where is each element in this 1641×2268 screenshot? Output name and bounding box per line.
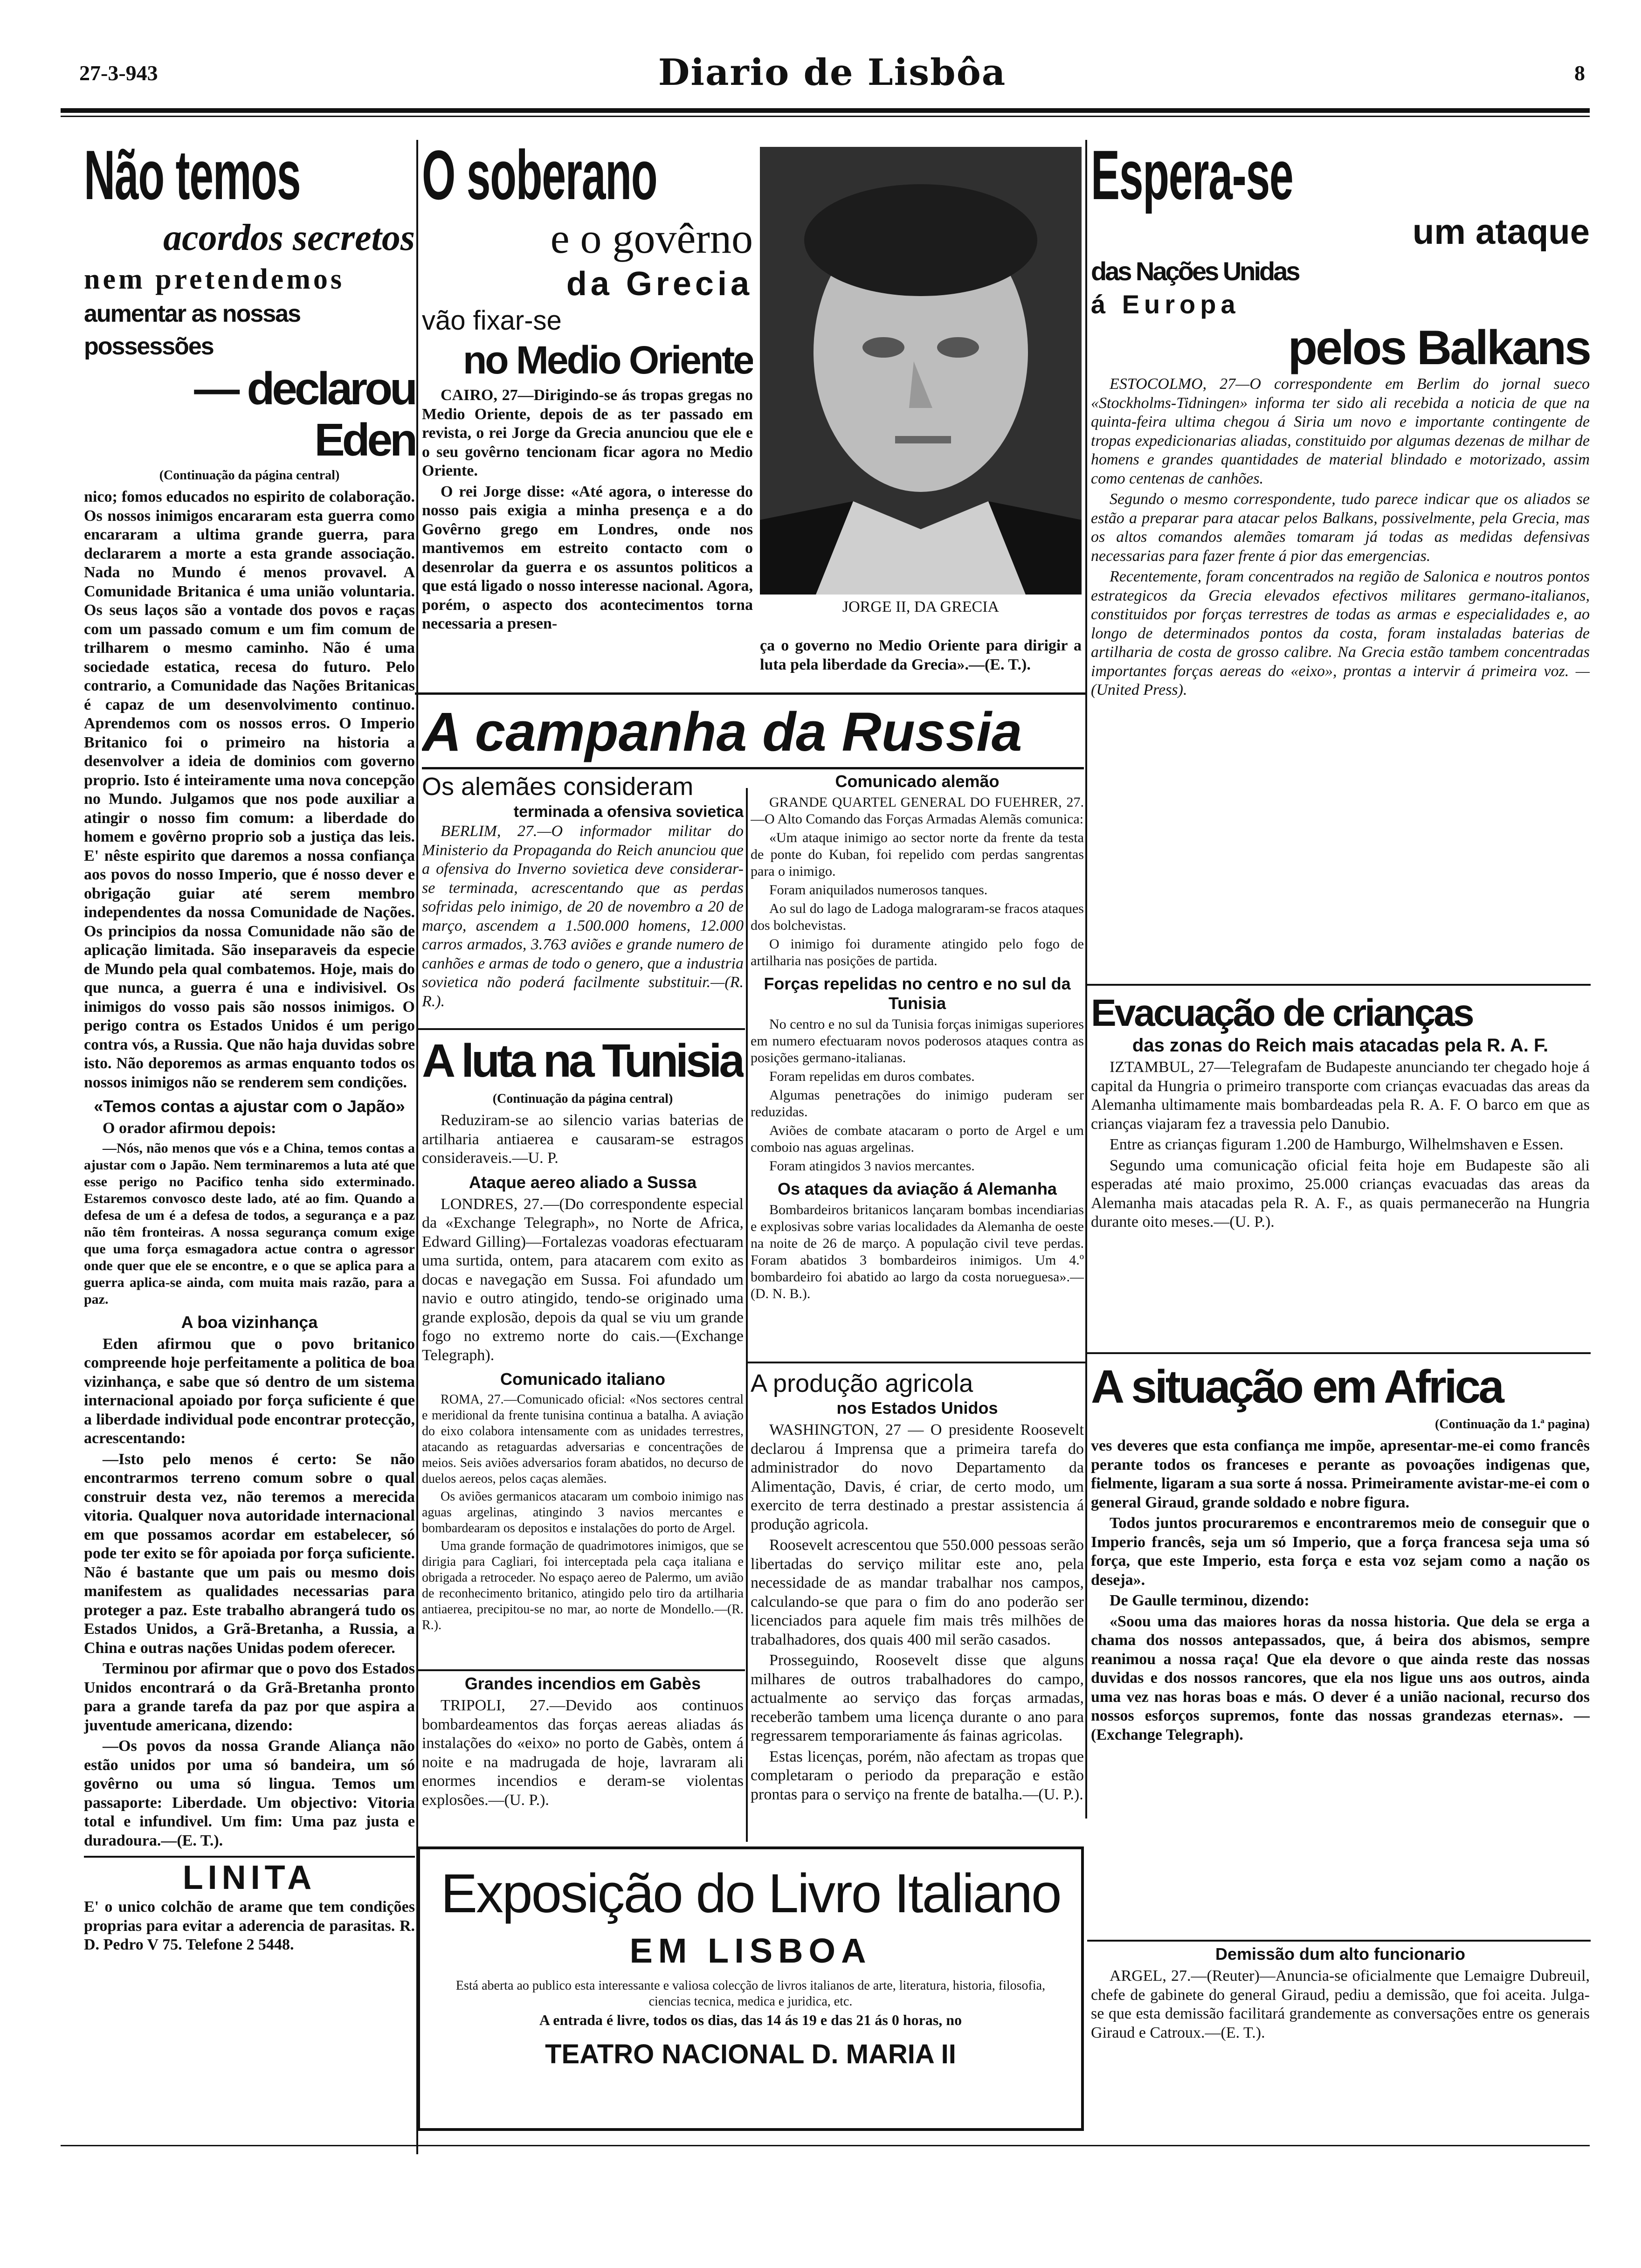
headline-sub: no Medio Oriente [462,338,753,382]
paragraph: «Um ataque inimigo ao sector norte da frente da testa de ponte do Kuban, foi repelido com perdas sangrentas para o inimigo. [751,830,1084,879]
paragraph: BERLIM, 27.—O informador militar do Ministerio da Propaganda do Reich anunciou que a ofensiva do Inverno sovietica deve considerar-se terminada, acrescentando que as perdas sofridas pelo inimigo, de 20 de novembro a 20 de março, ascendem a 1.500.000 homens, 12.000 carros armados, 3.763 aviões e grande numero de canhões e armas de todo o genero, que a industria sovietica não poderá facilmente substituir.—(R. R.). [422,823,744,1010]
paragraph: Todos juntos procuraremos e encontraremos meio de conseguir que o Imperio francês, seja um só Imperio, que a força francesa seja uma só força, que este Imperio, esta força e esta voz sejam como a nação os deseja». [1091,1514,1590,1589]
paragraph: nico; fomos educados no espirito de colaboração. Os nossos inimigos encararam esta guerra como encararam a ultima grande guerra, para declararem a morte a esta grande associação. Nada no Mundo é menos provavel. A Comunidade Britanica é uma união voluntaria. Os seus laços são a vontade dos povos e raças com um passado comum e um fim comum de trilharem o mesmo caminho. Não é uma sociedade estatica, recesa do futuro. Pelo contrario, a Comunidade das Nações Britanicas é capaz de um desenvolvimento continuo. Aprendemos com os nossos erros. O Imperio Britanico foi o primeiro na historia a desenvolver a ideia de dominios com governo proprio. Isto é inteiramente uma nova concepção no Mundo. Julgamos que nos pode auxiliar a atingir o nosso fim comum: a liberdade do homem e govêrno proprio sob a justiça das leis. E' nêste espirito que daremos a nossa confiança aos povos do nosso Imperio, que é nosso dever e obrigação guiar até serem membro independentes da nossa Comunidade de Nações. Os principios da nossa Comunidade não são de aplicação limitada. São inseparaveis da especie de Mundo pela qual combatemos. Hoje, mais do que nunca, a guerra é una e indivisivel. Os inimigos do vosso pais são nossos inimigos. O perigo contra os Estados Unidos é um perigo contra vós, a Russia. Que não haja duvidas sobre isto. Não deporemos as armas enquanto todos os nossos inimigos não se renderem sem condições. [84,488,415,1091]
headline-sub: terminada a ofensiva sovietica [513,803,744,821]
paragraph: Foram aniquilados numerosos tanques. [769,882,988,898]
continuation-note: (Continuação da página central) [492,1092,673,1106]
subheading: Comunicado italiano [500,1369,666,1389]
paragraph: Prosseguindo, Roosevelt disse que alguns milhares de outros trabalhadores do campo, actualmente ao serviço das forças armadas, receberão tambem uma licença durante o ano para regressarem temporariamente ás fainas agricolas. [751,1652,1084,1744]
banner-rule [422,767,1084,769]
advertisement-linita [84,1856,415,1955]
headline-sub: acordos secretos [163,217,415,258]
paragraph: ves deveres que esta confiança me impõe, apresentar-me-ei como francês perante todos os franceses e perante as povoações indigenas que, fielmente, ligaram a sua sorte á nossa. Primeiramente avistar-me-ei com o general Giraud, grande soldado e nobre figura. [1091,1437,1590,1511]
headline-sub: nem pretendemos [84,263,345,295]
section-divider [747,1362,1085,1363]
paragraph: Recentemente, foram concentrados na região de Salonica e noutros pontos estrategicos da Grecia elevados efectivos militares germano-italianos, constituidos por forças terrestres de todas as armas e especialidades e, ao longo de determinados pontos da costa, foram instaladas baterias de artilharia de costa de grosso calibre. Na Grecia estão tambem concentradas importantes forças aereas do «eixo», prontas a intervir á primeira voz. — (United Press). [1091,568,1590,698]
headline: A situação em Africa [1091,1361,1502,1413]
photo-block [760,147,1082,690]
russia-banner [422,699,1084,765]
section-divider [1087,1352,1591,1354]
paragraph: GRANDE QUARTEL GENERAL DO FUEHRER, 27.—O Alto Comando das Forças Armadas Alemãs comunica: [751,795,1084,827]
headline-sub: — declarou Eden [194,363,415,465]
article-body [1091,375,1590,700]
photo-caption: JORGE II, DA GRECIA [842,598,1000,615]
section-divider [415,692,1086,695]
paragraph: Reduziram-se ao silencio varias baterias de artilharia antiaerea e causaram-se estragos consideraveis.—U. P. [422,1112,744,1167]
ad-text: E' o unico colchão de arame que tem condições proprias para evitar a aderencia de parasitas. R. D. Pedro V 75. Telefone 2 5448. [84,1898,415,1953]
paragraph: O inimigo foi duramente atingido pelo fogo de artilharia nas posições de partida. [751,936,1084,968]
headline-sub: á Europa [1091,290,1240,319]
headline: Espera-se [1091,140,1293,214]
article-greece [422,140,753,690]
article-eden [84,140,415,2145]
headline-sub: vão fixar-se [422,305,562,336]
headline: Não temos [84,140,301,214]
portrait-photo [760,147,1082,595]
paragraph: WASHINGTON, 27 — O presidente Roosevelt declarou á Imprensa que a primeira tarefa do administrador do novo Departamento da Alimentação, Davis, é criar, de certo modo, um exercito de terra destinado a prestar assistencia á produção agricola. [751,1421,1084,1533]
portrait-image [760,147,1082,595]
article-body [751,1421,1084,1804]
paragraph: Uma grande formação de quadrimotores inimigos, que se dirigia para Cagliari, foi interceptada pela caça italiana e obrigada a retroceder. No espaço aereo de Palermo, um avião de reconhecimento britanico, atingido pelo tiro da artilharia antiaerea, precipitou-se no mar, ao norte de Mondello.—(R. R.). [422,1539,744,1632]
paragraph: Segundo uma comunicação oficial feita hoje em Budapeste são ali esperadas até maio proximo, 25.000 crianças evacuadas das areas da Alemanha mais atacadas pela R. A. F., as quais permanecerão na Hungria durante oito meses.—(U. P.). [1091,1156,1590,1231]
headline-sub: das Nações Unidas [1091,256,1299,286]
paragraph: Bombardeiros britanicos lançaram bombas incendiarias e explosivas sobre varias localidades da Alemanha de oeste na noite de 26 de março. A população civil teve perdas. Foram abatidos 3 bombardeiros inimigos. Um 4.º bombardeiro foi abatido ao largo da costa norueguesa».—(D. N. B.). [751,1202,1084,1301]
section-heading: A campanha da Russia [422,701,1022,763]
paragraph: Ao sul do lago de Ladoga malograram-se fracos ataques dos bolchevistas. [751,901,1084,933]
article-body [422,386,753,634]
section-divider [416,1028,745,1030]
paragraph: Estas licenças, porém, não afectam as tropas que completaram o periodo da preparação e estão prontas para o serviço na frente de batalha.—(U. P.). [751,1748,1084,1803]
subheading: Os ataques da aviação á Alemanha [778,1179,1057,1198]
continuation-note: (Continuação da 1.ª pagina) [1434,1417,1590,1431]
paragraph: Eden afirmou que o povo britanico compreende hoje perfeitamente a politica de boa vizinhança, e sabe que só dentro de um sistema internacional apoiado por força suficiente é que a liberdade individual pode encontrar protecção, acrescentando: [84,1335,415,1447]
article-body [422,822,744,1011]
paragraph: —Os povos da nossa Grande Aliança não estão unidos por uma só bandeira, um só govêrno ou uma só lingua. Temos um passaporte: Liberdade. Um objectivo: Vitoria total e infundivel. Um fim: Uma paz justa e duradoura.—(E. T.). [84,1737,415,1849]
subheading: Forças repelidas no centro e no sul da Tunisia [764,974,1071,1013]
headline-sub: um ataque [1412,212,1590,252]
headline-sub: e o govêrno [550,214,753,262]
paragraph: Algumas penetrações do inimigo puderam ser reduzidas. [751,1087,1084,1120]
subheading: «Temos contas a ajustar com o Japão» [94,1097,405,1116]
paragraph: IZTAMBUL, 27—Telegrafam de Budapeste anunciando ter chegado hoje á capital da Hungria o primeiro transporte com crianças evacuadas das areas da Alemanha ultimamente mais bombardeadas pela R. A. F. O barco em que as crianças viajaram fez a travessia pelo Danubio. [1091,1058,1590,1133]
article-africa [1091,1359,1590,1937]
headline-sub: da Grecia [566,265,753,303]
paragraph: Roosevelt acrescentou que 550.000 pessoas serão libertadas do serviço militar este ano, pela necessidade de as mandar trabalhar nos campos, calculando-se que para o fim do ano poderão ser licenciados para aquele fim mais três milhões de trabalhadores, dos quais 400 mil serão casados. [751,1536,1084,1648]
headline: A luta na Tunisia [422,1035,742,1087]
article-body [1091,1437,1590,1744]
ad-title: LINITA [182,1859,317,1896]
article-body [422,1696,744,1810]
masthead [79,51,1585,103]
paragraph: Terminou por afirmar que o povo dos Estados Unidos encontrará o da Grã-Bretanha pronto para a grande tarefa da paz por que aspira a juventude americana, dizendo: [84,1660,415,1734]
continuation-note: (Continuação da página central) [159,468,340,483]
masthead-rule [61,108,1590,113]
subheading: Ataque aereo aliado a Sussa [469,1172,697,1192]
article-german-communique [751,772,1084,1359]
headline-sub: nos Estados Unidos [836,1398,998,1418]
headline: Evacuação de crianças [1091,992,1473,1034]
article-gabes [422,1674,744,1842]
headline: Grandes incendios em Gabès [464,1674,701,1693]
article-body [1091,1058,1590,1232]
paragraph: ROMA, 27.—Comunicado oficial: «Nos sectores central e meridional da frente tunisina continua a batalha. A aviação do eixo colabora intensamente com as unidades terrestres, atacando as retaguardas adversarias e concentrações de meios. Seis aviões adversarios foram abatidos, no decurso de duelos aereos, pelos caças alemães. [422,1392,744,1486]
issue-date: 27-3-943 [79,61,158,85]
headline: O soberano [422,140,657,214]
paragraph: TRIPOLI, 27.—Devido aos continuos bombardeamentos das forças aereas aliadas ás instalações do «eixo» no porto de Gabès, ontem á noite e na madrugada de hoje, lavraram ali enormes incendios e deram-se violentas explosões.—(U. P.). [422,1697,744,1809]
masthead-rule-thin [61,116,1590,117]
paragraph: —Nós, não menos que vós e a China, temos contas a ajustar com o Japão. Nem terminaremos a luta até que esse perigo no Pacifico tenha sido exterminado. Estaremos convosco deste lado, até ao fim. Quando a defesa de um é a defesa de todos, a segurança e a paz não têm fronteiras. A nossa segurança comum exige que uma força esmagadora actue contra o agressor onde quer que ele se encontre, e o que se aplica para a guerra aplica-se ainda, com muita mais razão, para a paz. [84,1140,415,1307]
headline-sub: aumentar as nossas possessões [84,300,301,360]
newspaper-title: Diario de Lisbôa [658,51,1007,94]
paragraph: CAIRO, 27—Dirigindo-se ás tropas gregas no Medio Oriente, depois de as ter passado em revista, o rei Jorge da Grecia anunciou que ele e o seu govêrno tencionam ficar agora no Medio Oriente. [422,387,753,479]
paragraph: Entre as crianças figuram 1.200 de Hamburgo, Wilhelmshaven e Essen. [1110,1136,1564,1153]
paragraph: —Isto pelo menos é certo: Se não encontrarmos terreno comum sobre o qual construir desta vez, não teremos a merecida vitoria. Qualquer nova autoridade internacional em que possamos acordar em estabelecer, só pode ter exito se fôr apoiada por força suficiente. Não é bastante que um pais ou mesmo dois manifestem as qualidades necessarias para proteger a paz. Este trabalho abrangerá tudo os Estados Unidos, a Grã-Bretanha, a Russia, a China e outras nações Unidas podem oferecer. [84,1450,415,1657]
section-divider [1087,1940,1591,1942]
article-agriculture [751,1369,1084,1842]
paragraph: Segundo o mesmo correspondente, tudo parece indicar que os aliados se estão a preparar para atacar pelos Balkans, possivelmente, pela Grecia, mas os altos comandos alemães tomaram já todas as medidas defensivas necessarias para fazer frente á pior das emergencias. [1091,491,1590,565]
headline: Comunicado alemão [835,772,1000,791]
paragraph: ARGEL, 27.—(Reuter)—Anuncia-se oficialmente que Lemaigre Dubreuil, chefe de gabinete do general Giraud, pediu a demissão, que foi aceita. Julga-se que esta demissão facilitará grandemente as conversações entre os generais Giraud e Catroux.—(E. T.). [1091,1967,1590,2041]
page-bottom-rule [61,2145,1590,2146]
article-body [1091,1967,1590,2042]
headline: Os alemães consideram [422,773,694,801]
ad-subtitle: EM LISBOA [629,1931,872,1970]
paragraph: LONDRES, 27.—(Do correspondente especial da «Exchange Telegraph», no Norte de Africa, Edward Gilling)—Fortalezas voadoras efectuaram uma surtida, ontem, para atacarem com exito as docas e navegação em Sussa. Foi afundado um navio e outro atingido, tendo-se originado uma grande explosão, depois da qual se viu um grande fogo no extremo norte do cais.—(Exchange Telegraph). [422,1195,744,1364]
page-number: 8 [1574,61,1585,85]
headline: Demissão dum alto funcionario [1215,1944,1466,1964]
paragraph: No centro e no sul da Tunisia forças inimigas superiores em numero efectuaram novos poderosos ataques contra as posições germano-italianas. [751,1016,1084,1065]
paragraph: O rei Jorge disse: «Até agora, o interesse do nosso pais exigia a minha presença e a do Govêrno grego em Londres, onde nos mantivemos em estreito contacto com o desenrolar da guerra e os assuntos politicos a que está ligado o nosso interesse nacional. Agora, porém, o aspecto dos acontecimentos torna necessaria a presen- [422,483,753,632]
column-divider [1085,140,1087,1819]
paragraph: ESTOCOLMO, 27—O correspondente em Berlim do jornal sueco «Stockholms-Tidningen» informa ter sido ali recebida a noticia de que na quinta-feira ultima chegou á Siria um novo e importante contingente de tropas expedicionarias aliadas, constituido por algumas dezenas de milhar de homens e grandes quantidades de material blindado e motorizado, assim como centenas de canhões. [1091,375,1590,487]
headline-sub: pelos Balkans [1288,321,1590,375]
paragraph: De Gaulle terminou, dizendo: [1110,1592,1310,1609]
headline-sub: das zonas do Reich mais atacadas pela R. A. F. [1132,1035,1549,1056]
paragraph: O orador afirmou depois: [103,1120,276,1137]
article-body [751,794,1084,1302]
subheading: A boa vizinhança [181,1312,318,1332]
article-evacuation [1091,991,1590,1350]
ad-venue: TEATRO NACIONAL D. MARIA II [545,2039,956,2069]
article-body [84,488,415,1850]
ad-text: Está aberta ao publico esta interessante e valiosa colecção de livros italianos de arte, literatura, historia, filosofia, ciencias tecnica, medica e juridica, etc. [455,1978,1046,2009]
paragraph: Foram atingidos 3 navios mercantes. [769,1158,975,1174]
column-divider [746,788,748,1842]
ad-text: A entrada é livre, todos os dias, das 14 ás 19 e das 21 ás 0 horas, no [539,2012,962,2028]
article-balkans [1091,140,1590,982]
headline: A produção agricola [751,1369,973,1397]
advertisement-expo [417,1846,1084,2131]
paragraph: Os aviões germanicos atacaram um comboio inimigo nas aguas argelinas, atingindo 3 navios mercantes e bombardearam os depositos e instalações do porto de Argel. [422,1489,744,1535]
article-body [422,1111,744,1633]
paragraph: Aviões de combate atacaram o porto de Argel e um comboio nas aguas argelinas. [751,1123,1084,1155]
section-divider [1087,984,1591,986]
paragraph: Foram repelidas em duros combates. [769,1069,975,1084]
paragraph: «Soou uma das maiores horas da nossa historia. Que dela se erga a chama dos nossos antepassados, que, á beira dos abismos, sempre reanimou a nossa raça! Que ela devore o que ainda reste das nossas duvidas e dos nossos rancores, que ela nos ligue uns aos outros, ainda uma vez nas horas boas e más. O dever é a união nacional, recurso dos nossos esforços supremos, fonte das nossas grandezas eternas». —(Exchange Telegraph). [1091,1612,1590,1743]
caption-continuation: ça o governo no Medio Oriente para dirigir a luta pela liberdade da Grecia».—(E. T.). [760,637,1082,673]
ad-title: Exposição do Livro Italiano [441,1863,1061,1924]
article-resignation [1091,1944,1590,2140]
article-soviet-offensive [422,772,744,1026]
